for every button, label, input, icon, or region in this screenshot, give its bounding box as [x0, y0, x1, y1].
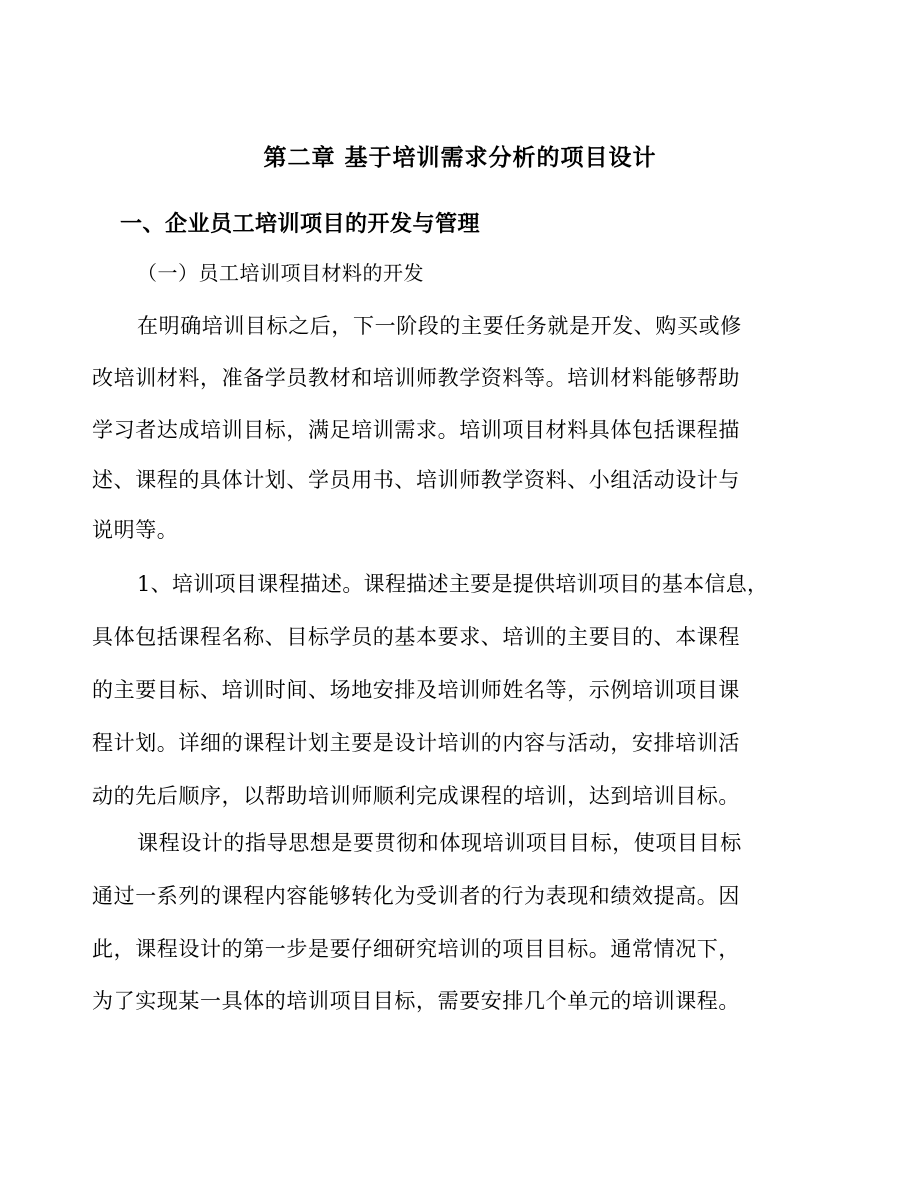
paragraph-line: 动的先后顺序，以帮助培训师顺利完成课程的培训，达到培训目标。: [92, 784, 740, 808]
chapter-title: 第二章 基于培训需求分析的项目设计: [263, 144, 657, 171]
paragraph-line: 学习者达成培训目标，满足培训需求。培训项目材料具体包括课程描: [92, 418, 740, 442]
paragraph-line: 程计划。详细的课程计划主要是设计培训的内容与活动，安排培训活: [92, 731, 740, 755]
paragraph-line: 此，课程设计的第一步是要仔细研究培训的项目目标。通常情况下，: [92, 937, 740, 961]
paragraph-line: 述、课程的具体计划、学员用书、培训师教学资料、小组活动设计与: [92, 468, 740, 492]
paragraph-line: 课程设计的指导思想是要贯彻和体现培训项目目标，使项目目标: [137, 831, 742, 855]
paragraph-line: 通过一系列的课程内容能够转化为受训者的行为表现和绩效提高。因: [92, 884, 740, 908]
subsection-heading: （一）员工培训项目材料的开发: [137, 261, 424, 285]
paragraph-line: 的主要目标、培训时间、场地安排及培训师姓名等，示例培训项目课: [92, 678, 740, 702]
paragraph-line: 在明确培训目标之后，下一阶段的主要任务就是开发、购买或修: [137, 314, 742, 338]
paragraph-line: 为了实现某一具体的培训项目目标，需要安排几个单元的培训课程。: [92, 989, 740, 1013]
paragraph-line: 说明等。: [92, 518, 179, 542]
paragraph-line: 1、培训项目课程描述。课程描述主要是提供培训项目的基本信息，: [137, 572, 769, 596]
section-heading: 一、企业员工培训项目的开发与管理: [120, 211, 481, 237]
paragraph-line: 改培训材料，准备学员教材和培训师教学资料等。培训材料能够帮助: [92, 366, 740, 390]
paragraph-line: 具体包括课程名称、目标学员的基本要求、培训的主要目的、本课程: [92, 625, 740, 649]
